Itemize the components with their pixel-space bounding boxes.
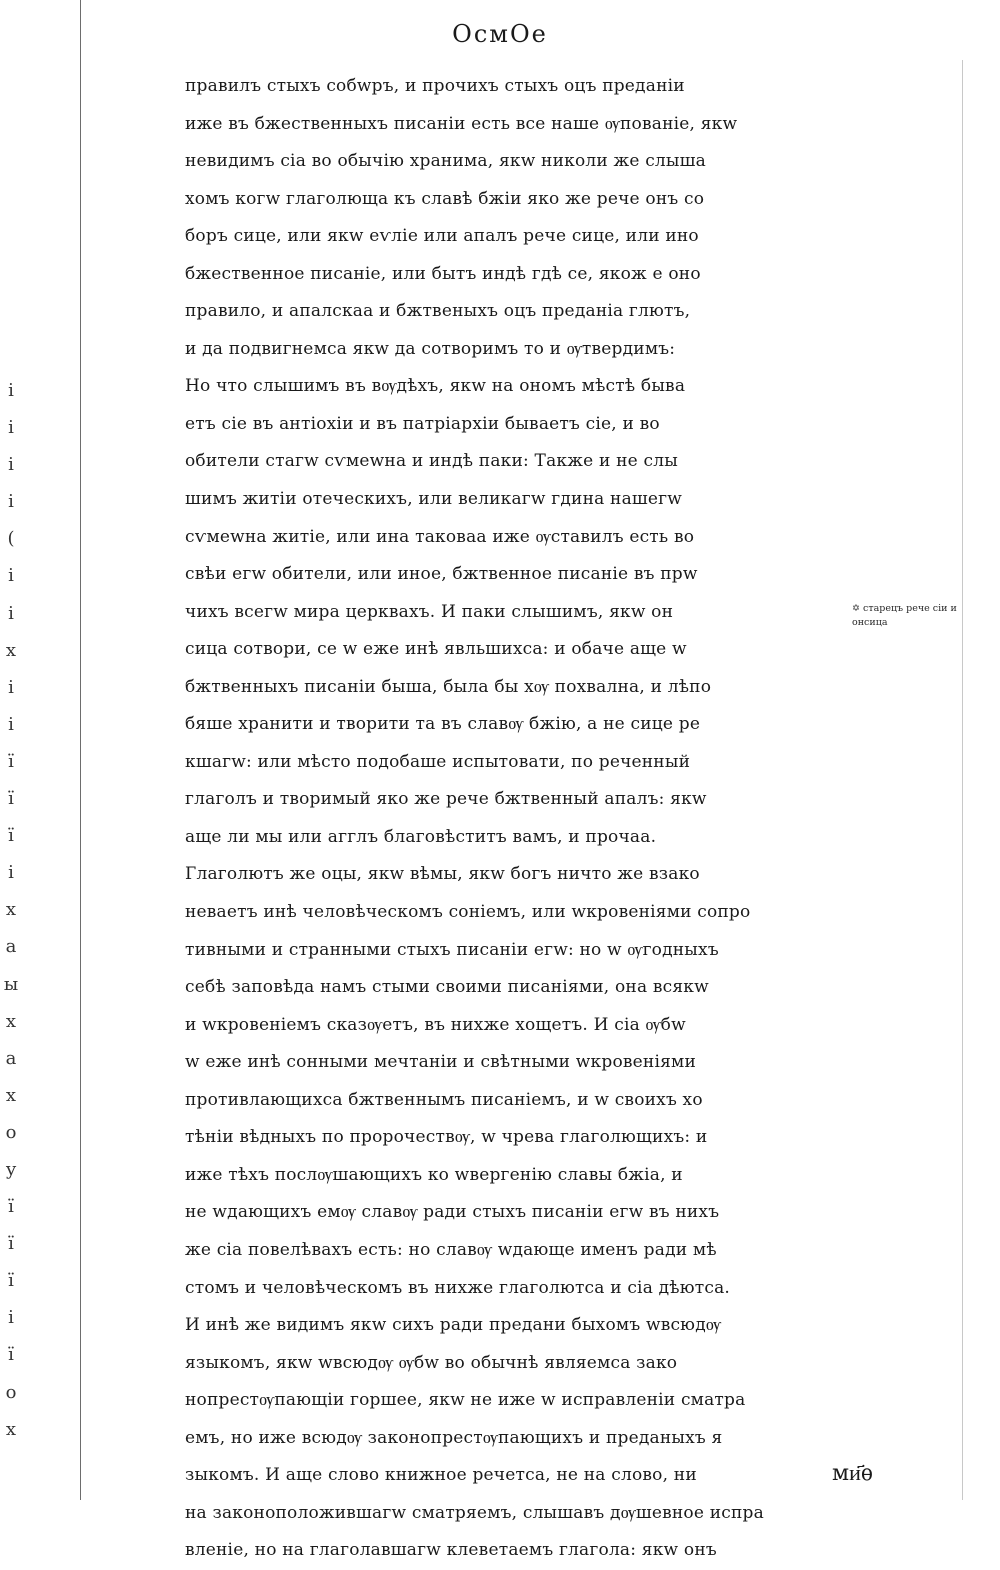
left-fragment-glyph: і xyxy=(8,380,14,401)
text-line: бяше хранити и творити та въ славѹ бжiю, а не сице ре xyxy=(185,714,701,735)
left-fragment-glyph: а xyxy=(5,936,17,958)
text-line: правилъ стыхъ собwръ, и прочихъ стыхъ оцъ преданiи xyxy=(185,76,685,96)
text-line: зыкомъ. И аще слово книжное речетса, не на слово, ни xyxy=(185,1465,697,1486)
left-fragment-glyph: і xyxy=(8,417,14,439)
text-line: бжественное писанiе, или бытъ индѣ гдѣ се, якож е оно xyxy=(185,263,701,284)
left-fragment-glyph: ї xyxy=(8,825,14,847)
text-line: w еже инѣ сонными мечтанiи и свѣтными wкровенiями xyxy=(185,1052,696,1073)
text-line: невидимъ сiа во обычiю хранима, якw николи же слыша xyxy=(185,151,707,172)
text-line: обители стагw сѵмеwна и индѣ паки: Также и не слы xyxy=(185,451,678,472)
text-line: же сiа повелѣвахъ есть: но славѹ wдающе именъ ради мѣ xyxy=(185,1239,717,1260)
left-fragment-glyph: і xyxy=(8,454,14,476)
text-line: глаголъ и творимый яко же рече бжтвенный апалъ: якw xyxy=(185,789,707,810)
text-line: и wкровенiемъ сказѹетъ, въ нихже хощетъ. И сiа ѹбw xyxy=(185,1014,686,1035)
margin-note-mark: ✡ xyxy=(852,603,860,614)
left-fragment-glyph: і xyxy=(8,1307,14,1329)
text-line: емъ, но иже всюдѹ законопрестѹпающихъ и преданыхъ я xyxy=(185,1427,723,1448)
left-fragment-glyph: х xyxy=(5,1418,17,1440)
margin-note-text: старецъ рече сiи и онсица xyxy=(852,603,957,628)
text-line: Но что слышимъ въ вѹдѣхъ, якw на ономъ мѣстѣ быва xyxy=(185,376,686,397)
text-line: чихъ всегw мира церквахъ. И паки слышимъ, якw он xyxy=(185,601,674,622)
text-line: свѣи егw обители, или иное, бжтвенное писанiе въ прw xyxy=(185,564,698,585)
text-line: вленiе, но на глаголавшагw клеветаемъ глагола: якw онъ xyxy=(185,1540,717,1561)
text-line: и да подвигнемса якw да сотворимъ то и ѹтвердимъ: xyxy=(185,338,676,359)
text-line: шимъ житiи отеческихъ, или великагw гдина нашегw xyxy=(185,489,683,510)
left-fragment-glyph: у xyxy=(5,1158,17,1180)
text-line: боръ сице, или якw еѵлiе или апалъ рече сице, или ино xyxy=(185,226,699,247)
left-fragment-glyph: ( xyxy=(7,528,15,550)
left-fragment-glyph: ї xyxy=(8,1344,14,1366)
text-line: етъ сiе въ антiохiи и въ патрiархiи бываетъ сiе, и во xyxy=(185,413,660,434)
left-fragment-glyph: ы xyxy=(3,973,19,995)
text-line: аще ли мы или агглъ благовѣститъ вамъ, и прочаа. xyxy=(185,826,657,847)
text-line: тивными и странными стыхъ писанiи егw: но w ѹгодныхъ xyxy=(185,939,719,960)
text-line: языкомъ, якw wвсюдѹ ѹбw во обычнѣ являемса зако xyxy=(185,1352,678,1373)
text-line: И инѣ же видимъ якw сихъ ради предани быхомъ wвсюдѹ xyxy=(185,1315,722,1336)
left-fragment-glyph: і xyxy=(8,676,14,698)
text-line: себѣ заповѣда намъ стыми своими писанiями, она всякw xyxy=(185,977,709,998)
fold-line xyxy=(80,0,81,1500)
left-fragment-glyph: і xyxy=(8,565,14,587)
text-line: Глаголютъ же оцы, якw вѣмы, якw богъ ничто же взако xyxy=(185,864,700,885)
text-line: иже въ бжественныхъ писанiи есть все наше ѹпованiе, якw xyxy=(185,113,738,134)
left-fragment-glyph: о xyxy=(5,1121,17,1143)
left-fragment-glyph: х xyxy=(5,1010,17,1032)
text-line: на законоположившагw сматряемъ, слышавъ дѹшевное испра xyxy=(185,1502,764,1523)
text-line: бжтвенныхъ писанiи быша, была бы хѹ похвална, и лѣпо xyxy=(185,676,712,697)
text-line: тѣнiи вѣдныхъ по пророчествѹ, w чрева глаголющихъ: и xyxy=(185,1127,708,1148)
left-fragment-glyph: і xyxy=(8,602,14,624)
text-line: сица сотвори, се w еже инѣ явльшихса: и обаче аще w xyxy=(185,639,687,660)
text-line: не wдающихъ емѹ славѹ ради стыхъ писанiи егw въ нихъ xyxy=(185,1202,720,1223)
left-fragment-glyph: ї xyxy=(8,788,14,810)
text-line: нопрестѹпающiи горшее, якw не иже w исправленiи сматра xyxy=(185,1390,746,1411)
left-fragment-glyph: а xyxy=(5,1047,17,1069)
left-fragment-glyph: ї xyxy=(8,1196,14,1218)
text-line: противлающихса бжтвеннымъ писанiемъ, и w своихъ хо xyxy=(185,1089,703,1110)
text-line: стомъ и человѣческомъ въ нихже глаголютса и сiа дѣютса. xyxy=(185,1277,731,1298)
text-line: иже тѣхъ послѹшающихъ ко wвергенiю славы бжiа, и xyxy=(185,1164,683,1185)
left-fragment-glyph: і xyxy=(8,491,14,513)
left-fragment-glyph: х xyxy=(5,639,17,661)
margin-note xyxy=(852,602,958,630)
left-fragment-glyph: х xyxy=(5,899,17,921)
left-page-fragment xyxy=(0,380,22,1440)
text-line: неваетъ инѣ человѣческомъ сонiемъ, или wкровенiями сопро xyxy=(185,902,751,923)
text-line: правило, и апалскаа и бжтвеныхъ оцъ преданiа глютъ, xyxy=(185,301,691,322)
body-text xyxy=(185,68,860,1570)
left-fragment-glyph: ї xyxy=(8,1270,14,1292)
left-fragment-glyph: і xyxy=(8,862,14,884)
left-fragment-glyph: ї xyxy=(8,1233,14,1255)
page-header: ОсмОе xyxy=(452,20,548,48)
left-fragment-glyph: о xyxy=(5,1381,17,1403)
left-fragment-glyph: і xyxy=(8,713,14,735)
folio-number: ми҃ѳ xyxy=(832,1461,874,1486)
text-line: сѵмеwна житiе, или ина таковаа иже ѹставилъ есть во xyxy=(185,526,695,547)
page-edge-line xyxy=(962,60,963,1500)
left-fragment-glyph: х xyxy=(5,1084,17,1106)
text-line: хомъ когw глаголюща къ славѣ бжiи яко же рече онъ со xyxy=(185,188,705,209)
left-fragment-glyph: ї xyxy=(8,750,14,772)
text-line: кшагw: или мѣсто подобаше испытовати, по реченный xyxy=(185,751,691,772)
